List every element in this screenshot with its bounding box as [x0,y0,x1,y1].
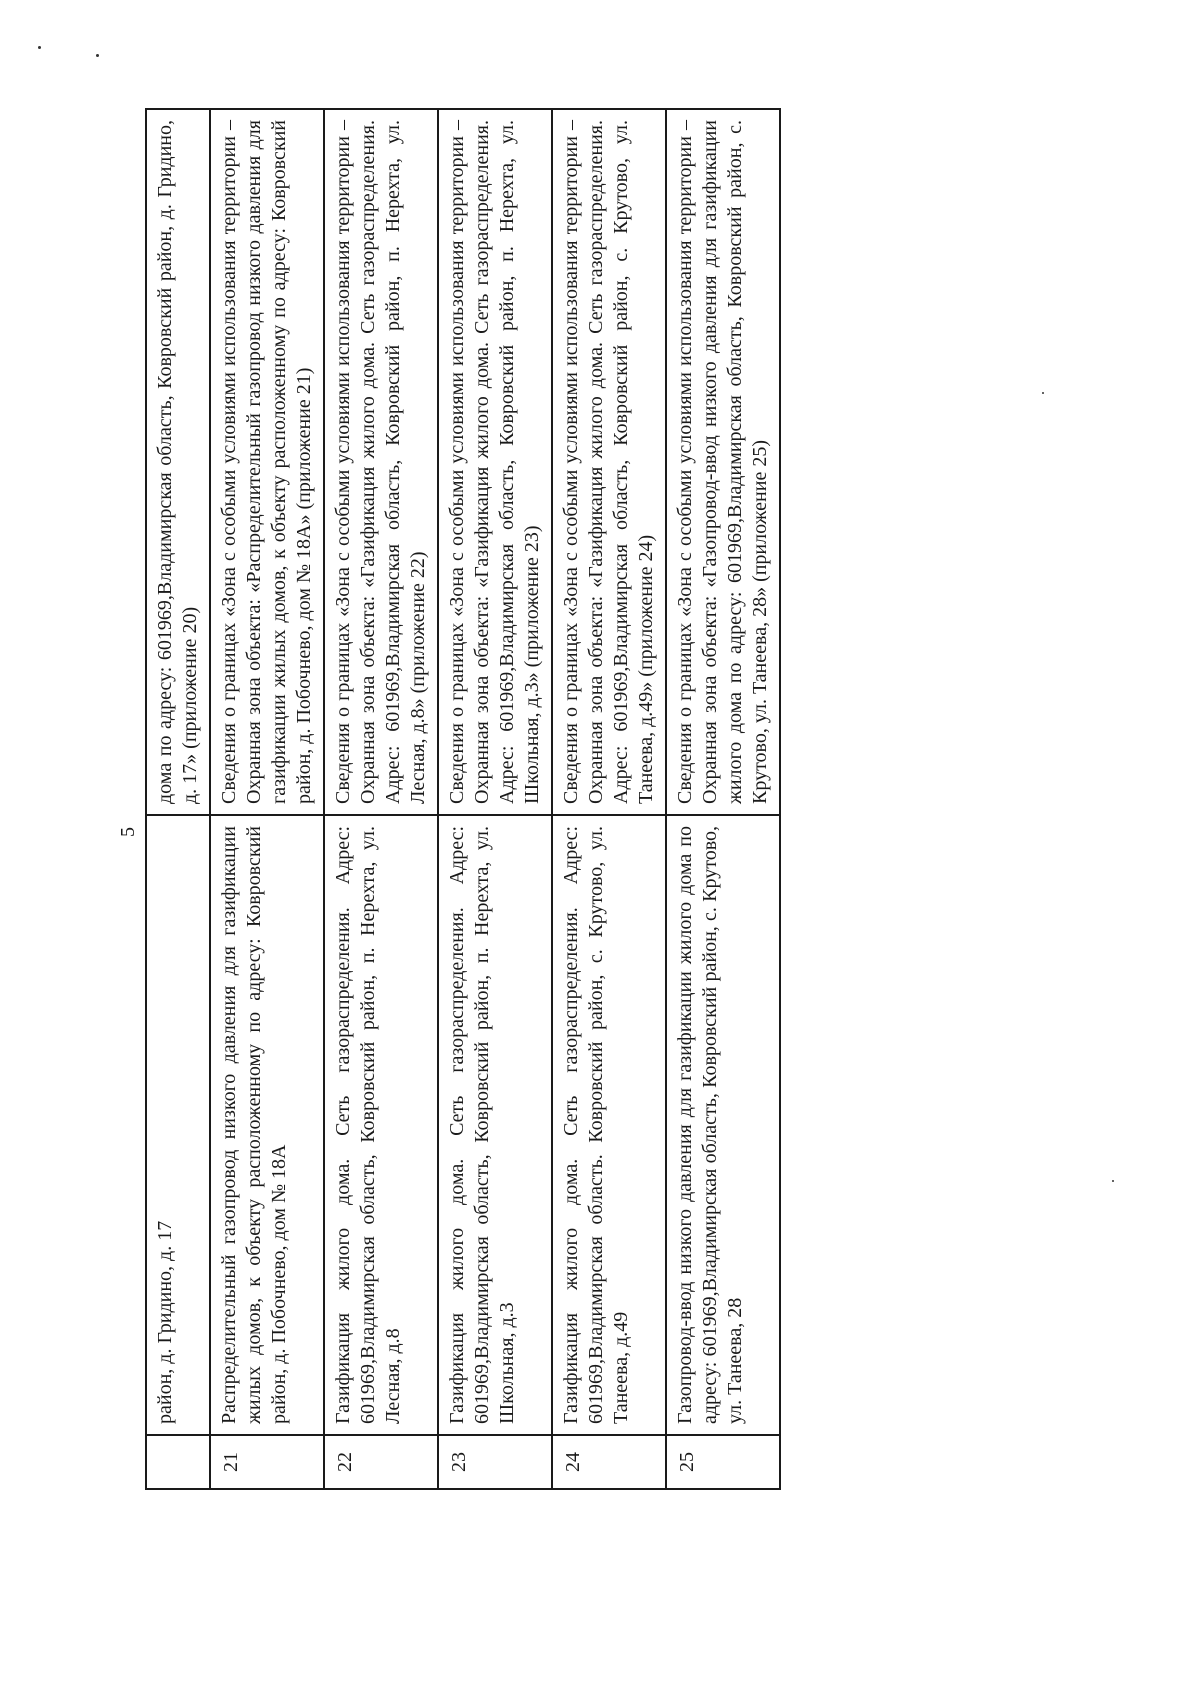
row-number: 25 [666,1435,780,1489]
info-cell: Сведения о границах «Зона с особыми условиями использования территории – Охранная зона объекта: «Газификация жилого дома. Сеть газораспределения. Адрес: 601969,Владимирская область, Ковровский район, п. Нерехта, ул. Школьная, д.3» (приложение 23) [438,109,552,815]
scan-speck [1112,1180,1114,1182]
object-cell: Газопровод-ввод низкого давления для газификации жилого дома по адресу: 601969,Владимирская область, Ковровский район, с. Крутово, ул. Танеева, 28 [666,815,780,1435]
object-cell: Газификация жилого дома. Сеть газораспределения. Адрес: 601969,Владимирская область, Ковровский район, п. Нерехта, ул. Школьная, д.3 [438,815,552,1435]
scan-speck [96,54,99,57]
zones-table [145,108,781,1490]
table-row [324,109,438,1489]
table-row [210,109,324,1489]
object-cell: район, д. Гридино, д. 17 [146,815,210,1435]
rotated-table-wrapper [145,110,1045,1490]
info-cell: дома по адресу: 601969,Владимирская область, Ковровский район, д. Гридино, д. 17» (приложение 20) [146,109,210,815]
info-cell: Сведения о границах «Зона с особыми условиями использования территории – Охранная зона объекта: «Газопровод-ввод низкого давления для газификации жилого дома по адресу: 601969,Владимирская область, Ковровский район, с. Крутово, ул. Танеева, 28» (приложение 25) [666,109,780,815]
row-number: 23 [438,1435,552,1489]
table-row [438,109,552,1489]
info-cell: Сведения о границах «Зона с особыми условиями использования территории – Охранная зона объекта: «Газификация жилого дома. Сеть газораспределения. Адрес: 601969,Владимирская область, Ковровский район, с. Крутово, ул. Танеева, д.49» (приложение 24) [552,109,666,815]
row-number: 21 [210,1435,324,1489]
rotated-page-content [145,110,1045,1490]
table-row [552,109,666,1489]
row-number: 24 [552,1435,666,1489]
object-cell: Распределительный газопровод низкого давления для газификации жилых домов, к объекту расположенному по адресу: Ковровский район, д. Побочнево, дом № 18А [210,815,324,1435]
table-row [666,109,780,1489]
page-number: 5 [117,827,139,837]
row-number: 22 [324,1435,438,1489]
info-cell: Сведения о границах «Зона с особыми условиями использования территории – Охранная зона объекта: «Газификация жилого дома. Сеть газораспределения. Адрес: 601969,Владимирская область, Ковровский район, п. Нерехта, ул. Лесная, д.8» (приложение 22) [324,109,438,815]
scan-speck [38,46,41,49]
info-cell: Сведения о границах «Зона с особыми условиями использования территории – Охранная зона объекта: «Распределительный газопровод низкого давления для газификации жилых домов, к объекту расположенному по адресу: Ковровский район, д. Побочнево, дом № 18А» (приложение 21) [210,109,324,815]
row-number [146,1435,210,1489]
table-row [146,109,210,1489]
object-cell: Газификация жилого дома. Сеть газораспределения. Адрес: 601969,Владимирская область. Ковровский район, с. Крутово, ул. Танеева, д.49 [552,815,666,1435]
object-cell: Газификация жилого дома. Сеть газораспределения. Адрес: 601969,Владимирская область, Ковровский район, п. Нерехта, ул. Лесная, д.8 [324,815,438,1435]
